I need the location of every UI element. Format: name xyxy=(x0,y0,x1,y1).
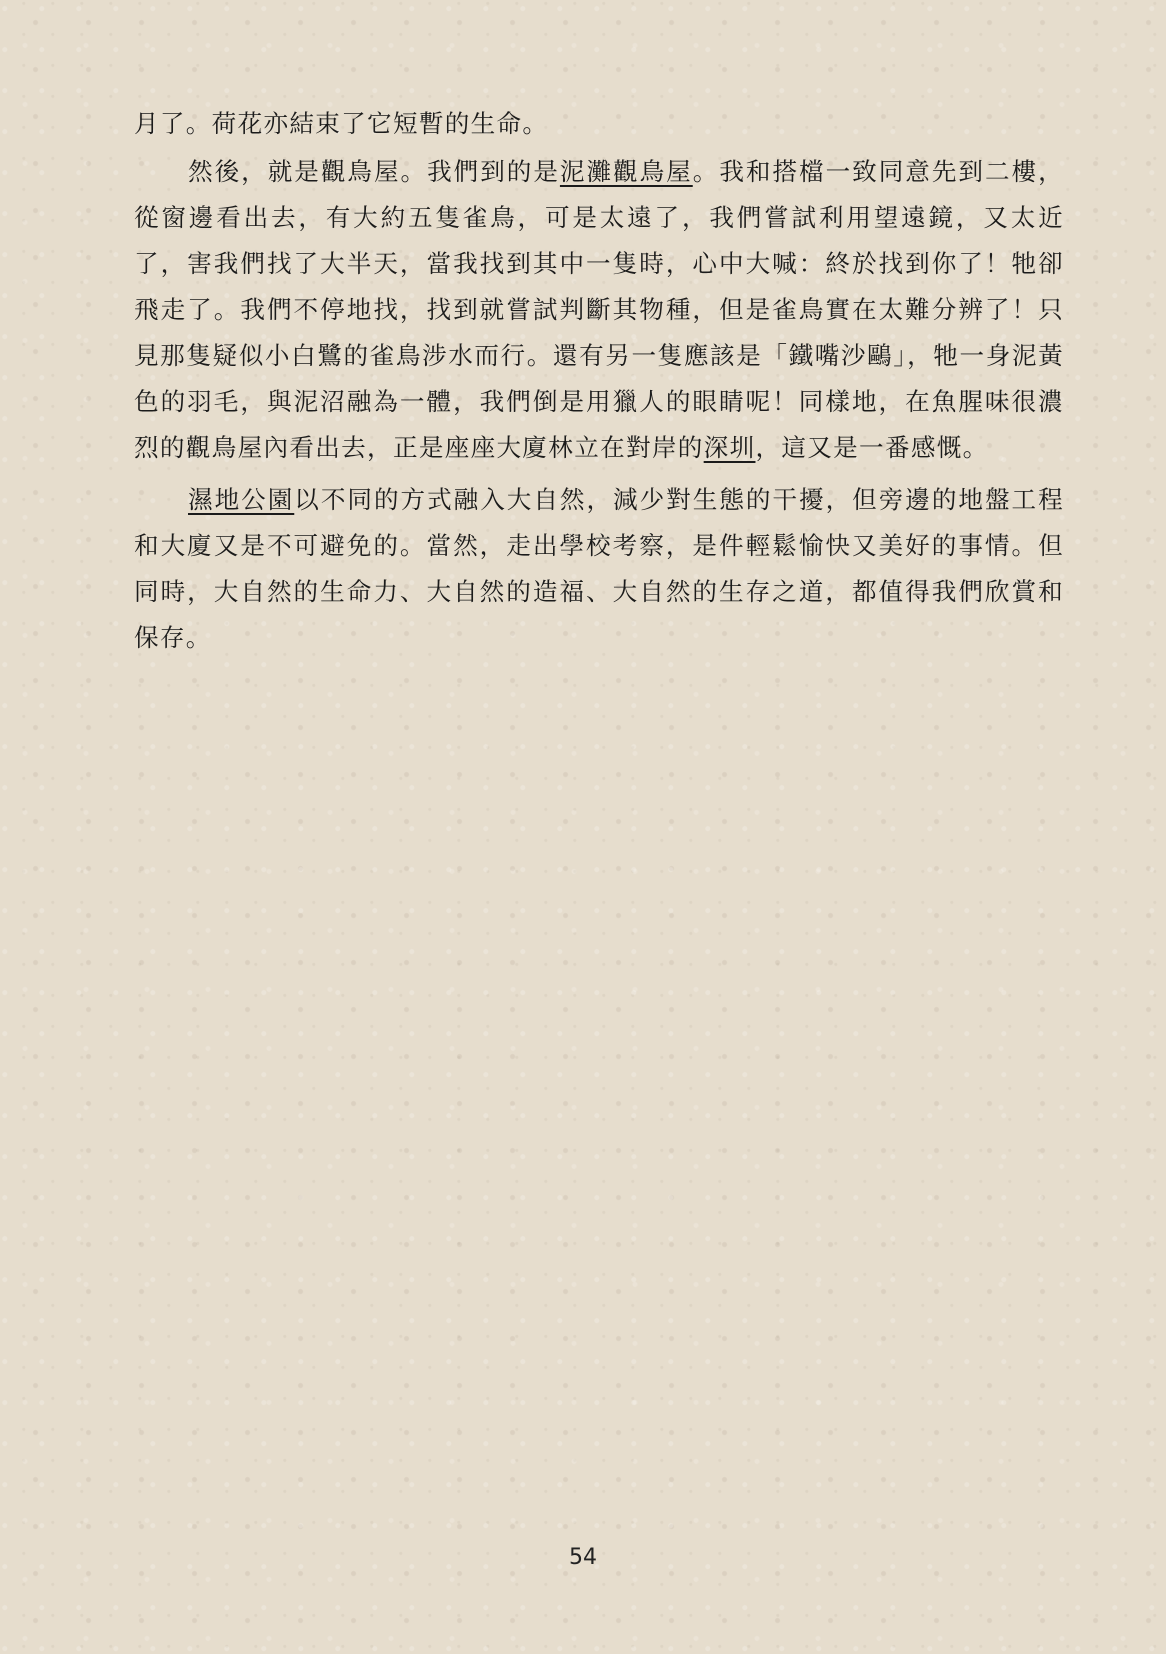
paragraph-2-text-a: 然後，就是觀鳥屋。我們到的是 xyxy=(188,157,560,186)
place-name-wetland-park: 濕地公園 xyxy=(188,485,295,514)
paragraph-2 xyxy=(134,149,1064,471)
body-text xyxy=(134,101,1064,661)
paragraph-1-text: 月了。荷花亦結束了它短暫的生命。 xyxy=(134,109,549,138)
paragraph-3 xyxy=(134,477,1064,661)
paragraph-3-text: 以不同的方式融入大自然，減少對生態的干擾，但旁邊的地盤工程和大廈又是不可避免的。當然，走出學校考察，是件輕鬆愉快又美好的事情。但同時，大自然的生命力、大自然的造福、大自然的生存之道，都值得我們欣賞和保存。 xyxy=(134,485,1064,652)
page-number: 54 xyxy=(569,1545,597,1570)
place-name-shenzhen: 深圳 xyxy=(703,433,756,462)
paragraph-2-text-c: ，這又是一番感慨。 xyxy=(755,433,989,462)
paragraph-2-text-b: 。我和搭檔一致同意先到二樓，從窗邊看出去，有大約五隻雀鳥，可是太遠了，我們嘗試利用望遠鏡，又太近了，害我們找了大半天，當我找到其中一隻時，心中大喊：終於找到你了！牠卻飛走了。我們不停地找，找到就嘗試判斷其物種，但是雀鳥實在太難分辨了！只見那隻疑似小白鷺的雀鳥涉水而行。還有另一隻應該是「鐵嘴沙鷗」，牠一身泥黃色的羽毛，與泥沼融為一體，我們倒是用獵人的眼睛呢！同樣地，在魚腥味很濃烈的觀鳥屋內看出去，正是座座大廈林立在對岸的 xyxy=(134,157,1064,462)
place-name-mudflat-bird-hide: 泥灘觀鳥屋 xyxy=(559,157,693,186)
paragraph-1 xyxy=(134,101,1064,147)
